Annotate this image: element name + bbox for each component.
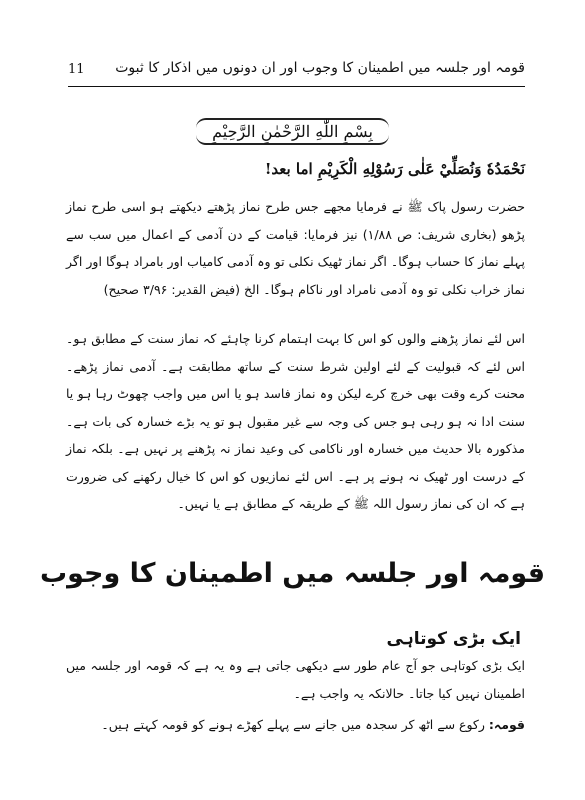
page-number: 11 (68, 62, 85, 77)
definition-text: رکوع سے اٹھ کر سجدہ میں جانے سے پہلے کھڑے ہونے کو قومہ کہتے ہیں۔ (101, 717, 485, 732)
paragraph-importance: اس لئے نماز پڑھنے والوں کو اس کا بہت اہتمام کرنا چاہئے کہ نماز سنت کے مطابق ہو۔ اس لئے کہ قبولیت کے لئے اولین شرط سنت کے ساتھ مطابقت ہے۔ آدمی نماز پڑھے۔ محنت کرے وقت بھی خرچ کرے لیکن وہ نماز فاسد ہو یا اس میں واجب چھوٹ رہا ہو یا سنت ادا نہ ہو رہی ہو جس کی وجہ سے غیر مقبول ہو تو یہ بڑے خسارہ کی بات ہے۔ مذکورہ بالا حدیث میں خسارہ اور ناکامی کی وعید نماز نہ پڑھنے پر نہیں ہے۔ بلکہ نماز کے درست اور ٹھیک نہ ہونے پر ہے۔ اس لئے نمازیوں کو اس کا خیال رکھنے کی ضرورت ہے کہ ان کی نماز رسول اللہ ﷺ کے طریقہ کے مطابق ہے یا نہیں۔ (66, 331, 525, 511)
paragraph-hadith: حضرت رسول پاک ﷺ نے فرمایا مجھے جس طرح نماز پڑھتے دیکھتے ہو اسی طرح نماز پڑھو (بخاری شریف: ص ۱/۸۸) نیز فرمایا: قیامت کے دن آدمی کے اعمال میں سب سے پہلے نماز کا حساب ہوگا۔ اگر نماز ٹھیک نکلی تو وہ آدمی کامیاب اور بامراد ہوگا اور اگر نماز خراب نکلی تو وہ آدمی نامراد اور ناکام ہوگا۔ الخ (فیض القدیر: ۳/۹۶ صحیح) (66, 199, 525, 297)
bismillah-text: بِسْمِ اللّٰهِ الرَّحْمٰنِ الرَّحِيْمِ (196, 118, 389, 145)
opening-praise: نَحْمَدُهٗ وَنُصَلِّيْ عَلٰى رَسُوْلِهِ الْكَرِيْمِ اما بعد! (264, 160, 525, 178)
paragraph-qauma-definition (66, 711, 525, 739)
header-title: قومہ اور جلسہ میں اطمینان کا وجوب اور ان دونوں میں اذکار کا ثبوت (115, 60, 525, 76)
bismillah-calligraphy (0, 118, 585, 145)
running-header (68, 58, 525, 87)
sub-heading: ایک بڑی کوتاہی (386, 629, 521, 649)
section-heading: قومہ اور جلسہ میں اطمینان کا وجوب (39, 558, 546, 589)
definition-term: قومہ: (488, 717, 525, 732)
paragraph-shortcoming: ایک بڑی کوتاہی جو آج عام طور سے دیکھی جاتی ہے وہ یہ ہے کہ قومہ اور جلسہ میں اطمینان نہیں کیا جاتا۔ حالانکہ یہ واجب ہے۔ (66, 658, 525, 701)
